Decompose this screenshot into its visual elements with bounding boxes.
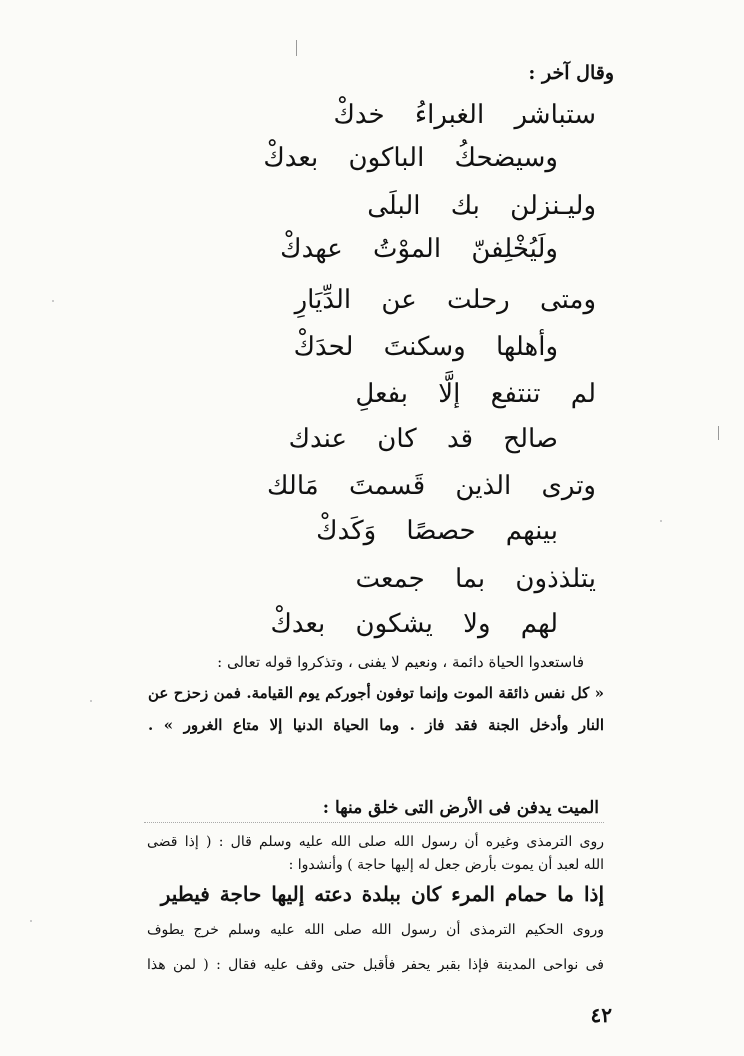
scan-speck (660, 520, 662, 522)
poem-intro: وقال آخر : (528, 62, 614, 84)
poem-line: ولَيُخْلِفنّ الموْتُ عهدكْ (280, 234, 558, 264)
poem-line: لم تنتفع إلَّا بفعلِ (355, 379, 596, 409)
scan-mark (718, 426, 719, 440)
poem-line: وليـنزلن بك البلَى (367, 191, 596, 221)
poem-line: وأهلها وسكنتَ لحدَكْ (293, 332, 558, 362)
reminder-text: فاستعدوا الحياة دائمة ، ونعيم لا يفنى ، وتذكروا قوله تعالى : (217, 653, 584, 671)
quran-verse-line: « كل نفس ذائقة الموت وإنما توفون أجوركم يوم القيامة. فمن زحزح عن (148, 684, 604, 702)
poem-line: صالح قد كان عندك (288, 424, 558, 454)
poem-line: ومتى رحلت عن الدِّيَارِ (294, 285, 596, 315)
narration-line: فى نواحى المدينة فإذا بقبر يحفر فأقبل حتى وقف عليه فقال : ( لمن هذا (147, 957, 604, 973)
poem-line: يتلذذون بما جمعت (355, 564, 596, 594)
page-number: ٤٢ (590, 1003, 612, 1027)
scan-speck (52, 300, 54, 302)
poem-line: وسيضحكُ الباكون بعدكْ (263, 143, 558, 173)
section-heading: الميت يدفن فى الأرض التى خلق منها : (322, 798, 599, 818)
scan-speck (90, 700, 92, 702)
hadith-line: روى الترمذى وغيره أن رسول الله صلى الله عليه وسلم قال : ( إذا قضى (147, 834, 604, 850)
poem-line: ستباشر الغبراءُ خدكْ (333, 100, 596, 130)
narration-line: وروى الحكيم الترمذى أن رسول الله صلى الله عليه وسلم خرج يطوف (147, 922, 604, 938)
poem-line: لهم ولا يشكون بعدكْ (270, 609, 558, 639)
scan-mark (296, 40, 297, 56)
poetic-couplet: إذا ما حمام المرء كان ببلدة دعته إليها حاجة فيطير (160, 882, 604, 906)
scan-speck (30, 920, 32, 922)
hadith-line: الله لعبد أن يموت بأرض جعل له إليها حاجة ) وأنشدوا : (288, 857, 604, 873)
heading-underline (144, 822, 604, 823)
poem-line: بينهم حصصًا وَكَدكْ (316, 516, 558, 546)
poem-line: وترى الذين قَسمتَ مَالك (267, 471, 596, 501)
quran-verse-line: النار وأدخل الجنة فقد فاز . وما الحياة الدنيا إلا متاع الغرور » . (148, 716, 604, 734)
